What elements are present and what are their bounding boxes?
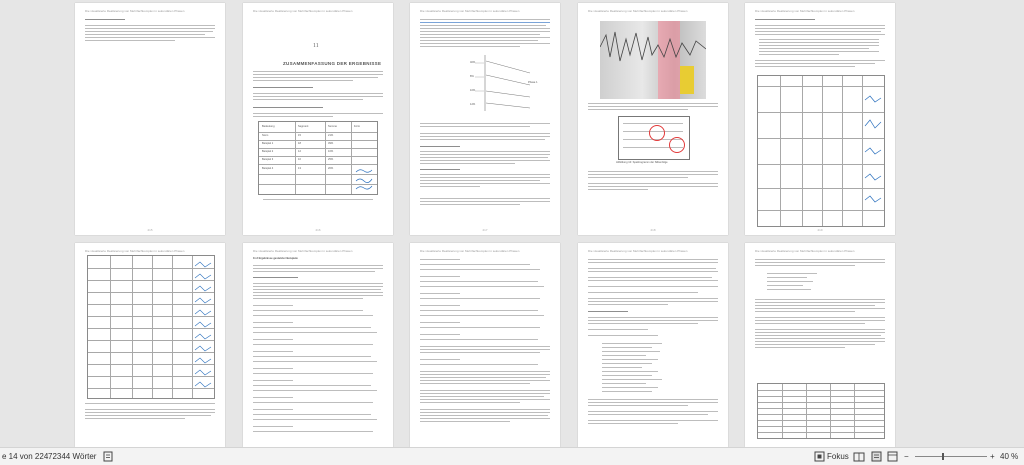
document-page[interactable] [745,3,895,235]
table-cell: 13 [298,167,301,170]
document-page[interactable] [410,243,560,447]
page-header: Die visualisierte Realisierung von Mehrfachkomplex in sekundären Phasen [588,9,688,13]
web-layout-icon[interactable] [887,451,898,462]
spectrogram-image [600,21,706,99]
chapter-number: 11 [313,43,319,49]
document-page[interactable] [75,243,225,447]
table-cell: Beispiel 2 [262,150,274,153]
page-number: 217 [482,228,488,232]
data-table [757,75,885,227]
table-cell: 10% [328,150,334,153]
table-cell: 12 [298,150,301,153]
page-header: Die visualisierte Realisierung von Mehrfachkomplex in sekundären Phasen [420,249,520,253]
page-indicator[interactable]: e 14 von 224 [2,452,49,461]
document-page[interactable] [243,243,393,447]
diagram-label: Phase 1 [528,81,538,84]
table-cell: Norm [262,134,269,137]
page-header: Die visualisierte Realisierung von Mehrfachkomplex in sekundären Phasen [85,249,185,253]
section-heading: 11.2 Ergebnisse gestutzter Beispiele [253,257,298,260]
zoom-slider[interactable] [915,456,987,457]
diagram-label: 40% [470,61,476,64]
figure-box [618,116,690,160]
table-cell: 25% [328,158,334,161]
document-page[interactable] [578,243,728,447]
document-page[interactable] [745,243,895,447]
print-layout-icon[interactable] [871,451,882,462]
table-cell: 15 [298,134,301,137]
page-number: 218 [650,228,656,232]
data-table [87,255,215,399]
table-cell: 20% [328,167,334,170]
page-header: Die visualisierte Realisierung von Mehrfachkomplex in sekundären Phasen [85,9,185,13]
table-header-cell: Form [354,125,361,128]
table-header-cell: Bedeutung [262,125,275,128]
diagram-label: 8% [470,75,474,78]
document-page[interactable] [410,3,560,235]
page-header: Die visualisierte Realisierung von Mehrfachkomplex in sekundären Phasen [755,9,855,13]
table-cell: 39% [328,142,334,145]
data-table [258,121,378,195]
zoom-slider-thumb[interactable] [942,453,944,460]
zoom-out-button[interactable]: − [904,452,909,461]
growth-diagram [440,53,540,115]
table-header-cell: Summe [328,125,337,128]
data-table [757,383,885,439]
chapter-title: ZUSAMMENFASSUNG DER ERGEBNISSE [283,61,382,66]
sparkline-graphic [194,258,212,396]
table-cell: 10 [298,158,301,161]
zoom-level[interactable]: 40 % [1000,452,1019,461]
figure-caption: Abbildung 10: Spektrogramm der Silbenfolge [616,161,668,164]
table-cell: Beispiel 1 [262,142,274,145]
page-header: Die visualisierte Realisierung von Mehrfachkomplex in sekundären Phasen [253,249,353,253]
table-cell: Beispiel 3 [262,158,274,161]
read-mode-icon[interactable] [853,451,865,462]
page-number: 215 [147,228,153,232]
table-header-cell: Segment [298,125,309,128]
sparkline-graphic [864,90,882,220]
focus-icon[interactable] [814,451,825,462]
document-page[interactable] [578,3,728,235]
sparkline-graphic [355,166,373,192]
diagram-label: 10% [470,89,476,92]
page-header: Die visualisierte Realisierung von Mehrfachkomplex in sekundären Phasen [420,9,520,13]
proofing-icon[interactable] [103,451,114,462]
page-number: 216 [315,228,321,232]
table-cell: 21% [328,134,334,137]
table-cell: Beispiel 4 [262,167,274,170]
page-header: Die visualisierte Realisierung von Mehrfachkomplex in sekundären Phasen [588,249,688,253]
word-count[interactable]: 72344 Wörter [48,452,97,461]
status-bar [0,447,1024,465]
page-header: Die visualisierte Realisierung von Mehrfachkomplex in sekundären Phasen [253,9,353,13]
page-header: Die visualisierte Realisierung von Mehrfachkomplex in sekundären Phasen [755,249,855,253]
focus-button[interactable]: Fokus [827,452,849,461]
table-cell: 18 [298,142,301,145]
diagram-label: 12% [470,103,476,106]
page-number: 219 [817,228,823,232]
document-page[interactable] [243,3,393,235]
zoom-in-button[interactable]: + [990,452,995,461]
document-page[interactable] [75,3,225,235]
